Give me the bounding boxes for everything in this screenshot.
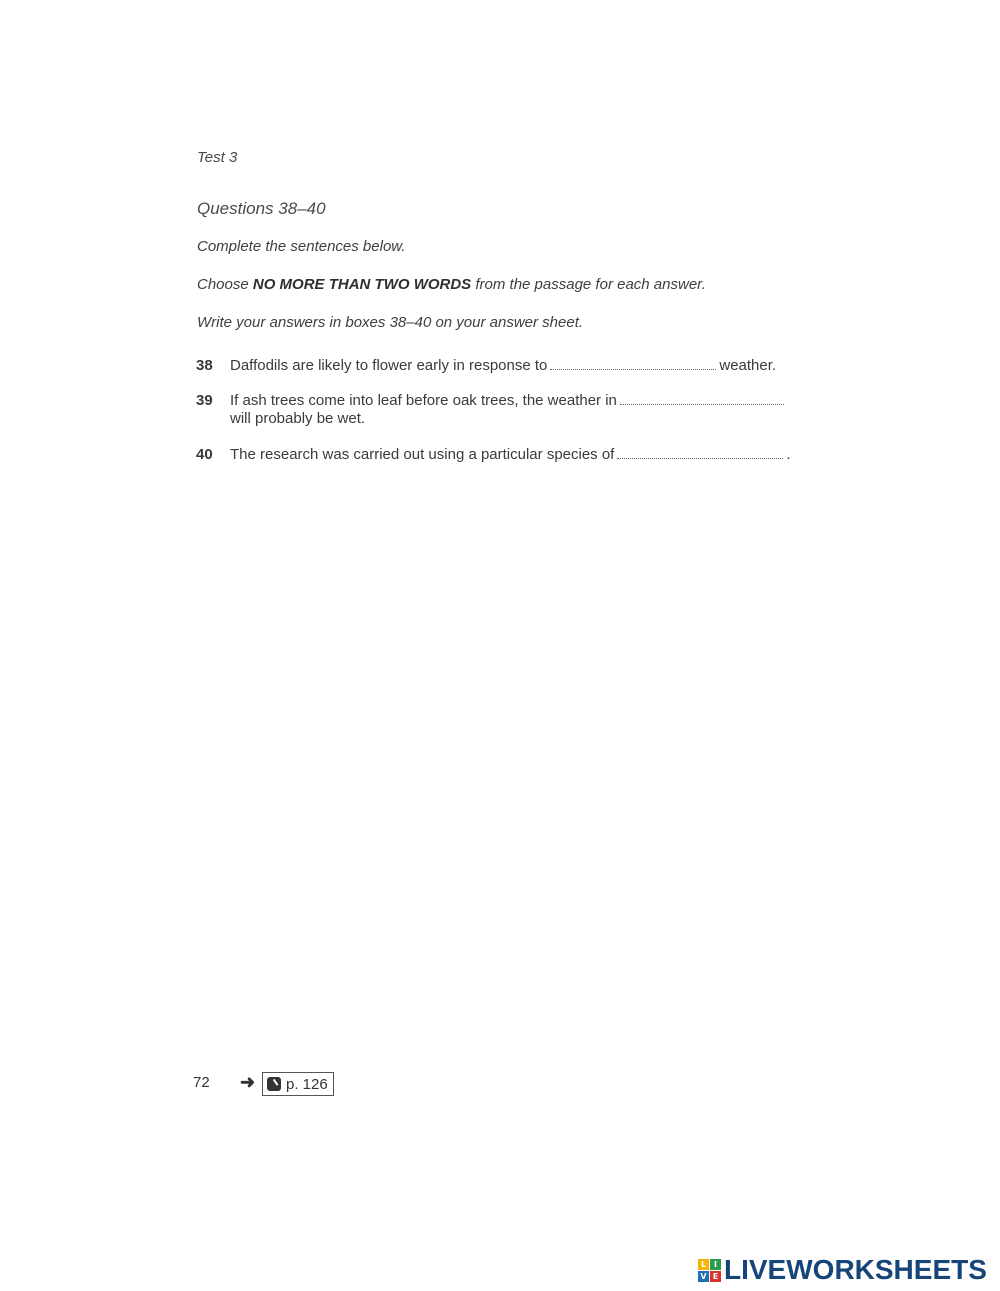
answer-blank-39[interactable] (620, 392, 784, 405)
answer-blank-40[interactable] (617, 446, 783, 459)
question-text-before: If ash trees come into leaf before oak trees, the weather in (230, 392, 617, 409)
page-number: 72 (193, 1074, 210, 1091)
instruction-complete: Complete the sentences below. (197, 238, 406, 255)
brand-wordmark: LIVEWORKSHEETS (724, 1254, 987, 1285)
logo-mark (698, 1259, 721, 1282)
reference-text: p. 126 (286, 1075, 328, 1093)
instruction-answer-sheet: Write your answers in boxes 38–40 on your answer sheet. (197, 314, 584, 331)
instruction-word-limit-bold: NO MORE THAN TWO WORDS (252, 276, 472, 293)
instruction-word-limit (197, 276, 706, 293)
page-label: Test 3 (197, 149, 238, 166)
question-text-after: will probably be wet. (230, 410, 366, 427)
question-number: 39 (196, 392, 213, 409)
questions-heading: Questions 38–40 (197, 199, 326, 218)
question-text (230, 446, 791, 464)
logo-letter: I (710, 1259, 721, 1270)
instruction-word-limit-pre: Choose (197, 276, 253, 293)
logo-letter: V (698, 1271, 709, 1282)
logo-letter: E (710, 1271, 721, 1282)
logo-letter: L (698, 1259, 709, 1270)
question-text (230, 357, 776, 375)
answer-key-reference (262, 1072, 334, 1096)
question-text-after: . (786, 446, 791, 463)
question-number: 38 (196, 357, 213, 374)
instruction-word-limit-post: from the passage for each answer. (471, 276, 706, 293)
question-text (230, 392, 787, 428)
liveworksheets-logo (698, 1254, 987, 1286)
question-number: 40 (196, 446, 213, 463)
question-text-before: The research was carried out using a particular species of (230, 446, 615, 463)
book-icon (267, 1077, 281, 1091)
question-text-before: Daffodils are likely to flower early in response to (230, 357, 548, 374)
arrow-icon: ➜ (240, 1072, 256, 1092)
answer-blank-38[interactable] (550, 357, 716, 370)
question-text-after: weather. (719, 357, 777, 374)
